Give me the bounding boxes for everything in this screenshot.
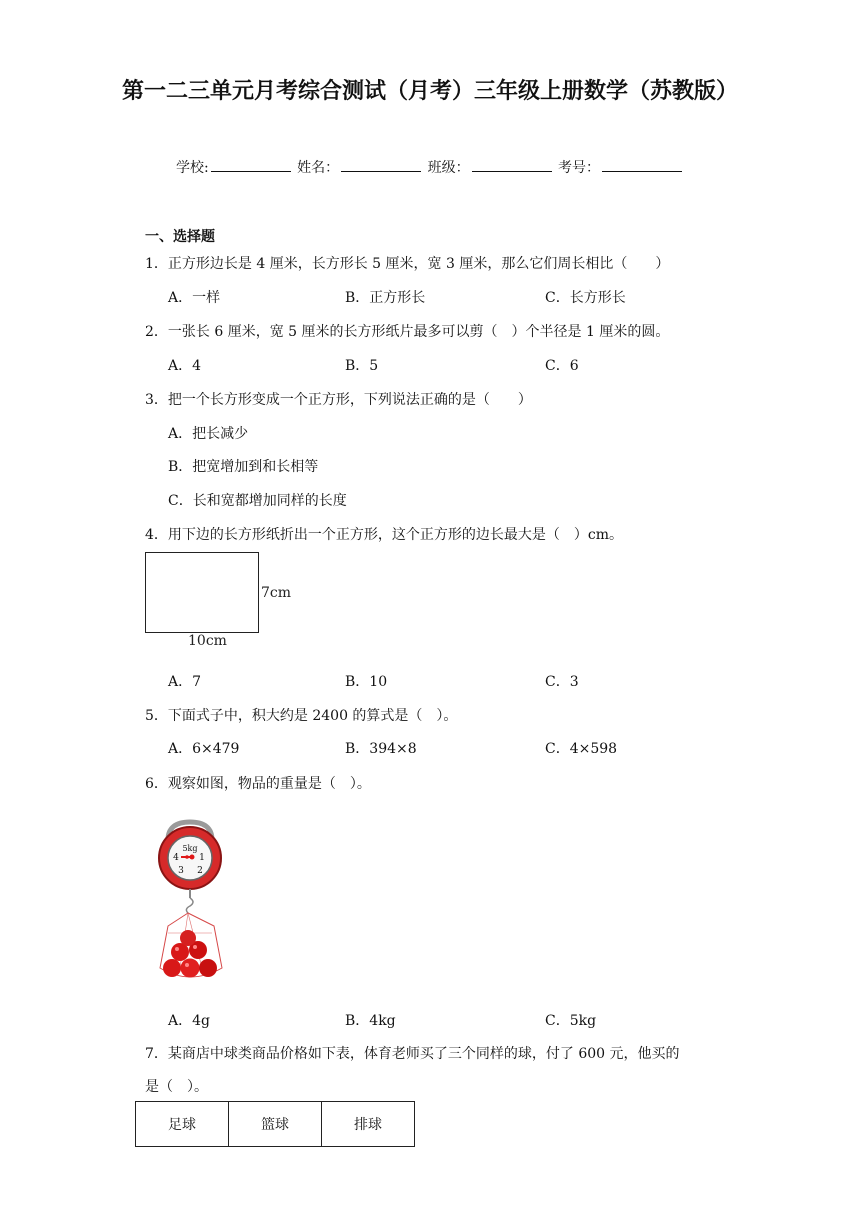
- table-cell-football: 足球: [136, 1102, 229, 1147]
- rectangle-figure: [145, 552, 259, 633]
- q5-option-b[interactable]: B．394×8: [345, 741, 417, 757]
- name-blank[interactable]: [341, 159, 421, 172]
- q3-option-a[interactable]: A．把长减少: [168, 426, 249, 442]
- section-heading: 一、选择题: [145, 229, 215, 245]
- q4-option-a[interactable]: A．7: [168, 674, 202, 690]
- scale-hook: [186, 898, 193, 913]
- ball-price-table: [135, 1101, 415, 1147]
- q5-option-c[interactable]: C．4×598: [545, 741, 618, 757]
- table-cell-basketball: 篮球: [229, 1102, 322, 1147]
- q3-option-b[interactable]: B．把宽增加到和长相等: [168, 459, 319, 475]
- table-cell-volleyball: 排球: [322, 1102, 415, 1147]
- q2-option-b[interactable]: B．5: [345, 358, 379, 374]
- q6-option-c[interactable]: C．5kg: [545, 1013, 597, 1029]
- question-4: 4．用下边的长方形纸折出一个正方形，这个正方形的边长最大是（ ）cm。: [145, 527, 624, 543]
- page-title: 第一二三单元月考综合测试（月考）三年级上册数学（苏教版）: [121, 79, 738, 104]
- hanging-scale-illustration: [150, 818, 230, 990]
- dial-number-1: 1: [199, 853, 205, 863]
- question-6: 6．观察如图，物品的重量是（ ）。: [145, 776, 371, 792]
- dial-number-2: 2: [197, 866, 203, 876]
- rect-width-label: 10cm: [188, 633, 227, 649]
- q1-option-a[interactable]: A．一样: [168, 290, 221, 306]
- question-7-line-2: 是（ ）。: [145, 1079, 208, 1095]
- name-label: 姓名：: [297, 160, 340, 176]
- q6-option-a[interactable]: A．4g: [168, 1013, 210, 1029]
- school-blank[interactable]: [211, 159, 291, 172]
- question-7-line-1: 7．某商店中球类商品价格如下表，体育老师买了三个同样的球，付了 600 元，他买的: [145, 1046, 680, 1062]
- q1-option-b[interactable]: B．正方形长: [345, 290, 426, 306]
- class-blank[interactable]: [472, 159, 552, 172]
- table-row: [136, 1102, 415, 1147]
- question-2: 2．一张长 6 厘米，宽 5 厘米的长方形纸片最多可以剪（ ）个半径是 1 厘米的圆。: [145, 324, 670, 340]
- rect-height-label: 7cm: [261, 585, 292, 601]
- exam-no-label: 考号：: [558, 160, 601, 176]
- dial-pivot: [190, 855, 195, 860]
- question-5: 5．下面式子中，积大约是 2400 的算式是（ ）。: [145, 708, 458, 724]
- q5-option-a[interactable]: A．6×479: [168, 741, 240, 757]
- class-label: 班级：: [427, 160, 470, 176]
- student-info-line: [0, 157, 860, 177]
- q1-option-c[interactable]: C．长方形长: [545, 290, 626, 306]
- question-3: 3．把一个长方形变成一个正方形，下列说法正确的是（ ）: [145, 392, 532, 408]
- apples: [163, 930, 217, 978]
- q3-option-c[interactable]: C．长和宽都增加同样的长度: [168, 493, 347, 509]
- school-label: 学校:: [175, 160, 209, 176]
- dial-unit-label: 5kg: [182, 844, 198, 853]
- q4-option-b[interactable]: B．10: [345, 674, 388, 690]
- dial-number-4: 4: [173, 853, 179, 863]
- q6-option-b[interactable]: B．4kg: [345, 1013, 396, 1029]
- dial-number-3: 3: [178, 866, 184, 876]
- exam-no-blank[interactable]: [602, 159, 682, 172]
- q4-option-c[interactable]: C．3: [545, 674, 579, 690]
- question-1: 1．正方形边长是 4 厘米，长方形长 5 厘米，宽 3 厘米，那么它们周长相比（ ）: [145, 256, 670, 272]
- q2-option-c[interactable]: C．6: [545, 358, 579, 374]
- q2-option-a[interactable]: A．4: [168, 358, 202, 374]
